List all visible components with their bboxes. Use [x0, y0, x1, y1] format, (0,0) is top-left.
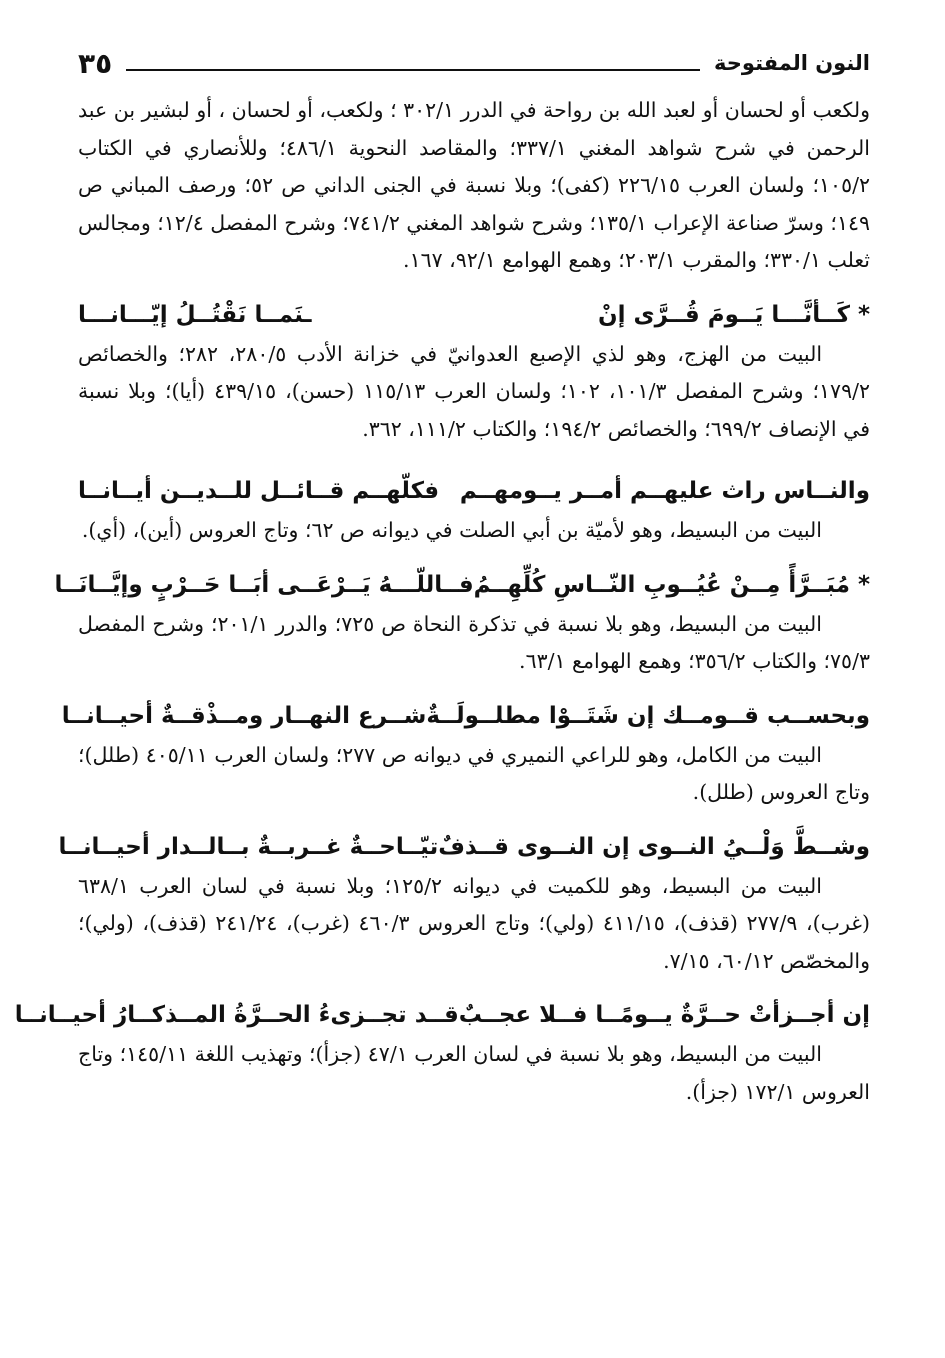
verse-note: البيت من البسيط، وهو بلا نسبة في تذكرة النحاة ص ٧٢٥؛ والدرر ٢٠١/١؛ وشرح المفصل ٧٥/٣؛ والكتاب ٣٥٦/٢؛ وهمع الهوامع ٦٣/١. — [78, 611, 870, 673]
verse-note: البيت من البسيط، وهو بلا نسبة في لسان العرب ٤٧/١ (جزأ)؛ وتهذيب اللغة ١٤٥/١١؛ وتاج العروس ١٧٢/١ (جزأ). — [78, 1042, 870, 1104]
first-hemistich: إن أجــزأتْ حــرَّةٌ يــومًــا فــلا عجــبٌ — [458, 1002, 870, 1028]
first-hemistich: وبحســب قــومــك إن شَتَــوْا مطلــولَــةٌ — [426, 702, 870, 729]
first-hemistich: مُبَــرَّأً مِــنْ عُيُــوبِ النّــاسِ كُلِّهِــمُ — [473, 571, 850, 598]
verse-note: البيت من البسيط، وهو للكميت في ديوانه ١٢٥/٢؛ وبلا نسبة في لسان العرب ٦٣٨/١ (غرب)، ٢٧٧/٩ (قذف)، ٤١١/١٥ (ولي)؛ وتاج العروس ٤٦٠/٣ (غرب)، ٢٤١/٢٤ (قذف)، (ولي)؛ والمخصّص ٦٠/١٢، ٧/١٥. — [78, 873, 870, 973]
verse-note: البيت من الكامل، وهو للراعي النميري في ديوانه ص ٢٧٧؛ ولسان العرب ٤٠٥/١١ (طلل)؛ وتاج العروس (طلل). — [78, 742, 870, 804]
verse-block — [78, 470, 870, 550]
asterisk-marker: * — [857, 571, 870, 598]
second-hemistich: فــاللّـــهُ يَــرْعَــى أبَــا حَــرْبٍ وإيَّــانَــا — [54, 571, 474, 598]
second-hemistich: شــرع النهــار ومــذْقــةٌ أحيــانــا — [61, 702, 427, 729]
verse-block — [78, 294, 870, 449]
note-paragraph: ولكعب أو لحسان أو لعبد الله بن رواحة في الدرر ٣٠٢/١ ؛ ولكعب، أو لحسان ، أو لبشير بن عبد الرحمن في شرح شواهد المغني ٣٣٧/١؛ والمقاصد النحوية ٤٨٦/١؛ وللأنصاري في الكتاب ١٠٥/٢؛ ولسان العرب ٢٢٦/١٥ (كفى)؛ وبلا نسبة في الجنى الداني ص ٥٢؛ ورصف المباني ص ١٤٩؛ وسرّ صناعة الإعراب ١٣٥/١؛ وشرح شواهد المغني ٧٤١/٢؛ وشرح المفصل ١٢/٤؛ ومجالس ثعلب ٣٣٠/١؛ والمقرب ٢٠٣/١؛ وهمع الهوامع ٩٢/١، ١٦٧. — [77, 98, 870, 272]
opening-note — [78, 92, 870, 280]
document-page — [14, 40, 870, 1338]
second-hemistich: ـنَمــا نَقْتُــلُ إيّـــانـــا — [78, 301, 312, 328]
second-hemistich: تيّــاحــةٌ غــربــةٌ بــالــدار أحيــانــا — [58, 833, 439, 860]
first-hemistich: والنــاس راث عليهــم أمــر يــومهــم — [459, 478, 870, 504]
verse-block — [54, 564, 870, 681]
verse-line — [78, 294, 870, 336]
verse-line — [58, 826, 870, 868]
verse-note: البيت من البسيط، وهو لأميّة بن أبي الصلت في ديوانه ص ٦٢؛ وتاج العروس (أين)، (أي). — [81, 518, 822, 542]
asterisk-marker: * — [857, 301, 870, 328]
header-rule — [126, 69, 700, 71]
first-hemistich: وشــطَّ وَلْــيُ النــوى إن النــوى قــذفٌ — [438, 833, 870, 860]
verse-block — [58, 826, 870, 981]
page-number: ٣٥ — [78, 46, 113, 80]
verse-note: البيت من الهزج، وهو لذي الإصبع العدوانيّ في خزانة الأدب ٢٨٠/٥، ٢٨٢؛ والخصائص ١٧٩/٢؛ وشرح المفصل ١٠١/٣، ١٠٢؛ ولسان العرب ١١٥/١٣ (حسن)، ٤٣٩/١٥ (أيا)؛ وبلا نسبة في الإنصاف ٦٩٩/٢؛ والخصائص ١٩٤/٢؛ والكتاب ١١١/٢، ٣٦٢. — [78, 341, 870, 441]
verse-block — [61, 695, 870, 812]
running-header — [78, 40, 870, 86]
second-hemistich: فكلّهــم قــائــل للــديــن أيــانــا — [78, 478, 440, 504]
verse-line — [14, 994, 870, 1036]
second-hemistich: قــد تجــزىءُ الحــرَّةُ المــذكــارُ أحيــانــا — [14, 1002, 459, 1028]
first-hemistich: كَــأنَّـــا يَــومَ قُــرَّى إنْ — [598, 301, 850, 328]
verse-line — [61, 695, 870, 737]
verse-block — [14, 994, 870, 1111]
chapter-title: النون المفتوحة — [714, 51, 870, 75]
verse-line — [54, 564, 870, 606]
verse-line — [78, 470, 870, 512]
